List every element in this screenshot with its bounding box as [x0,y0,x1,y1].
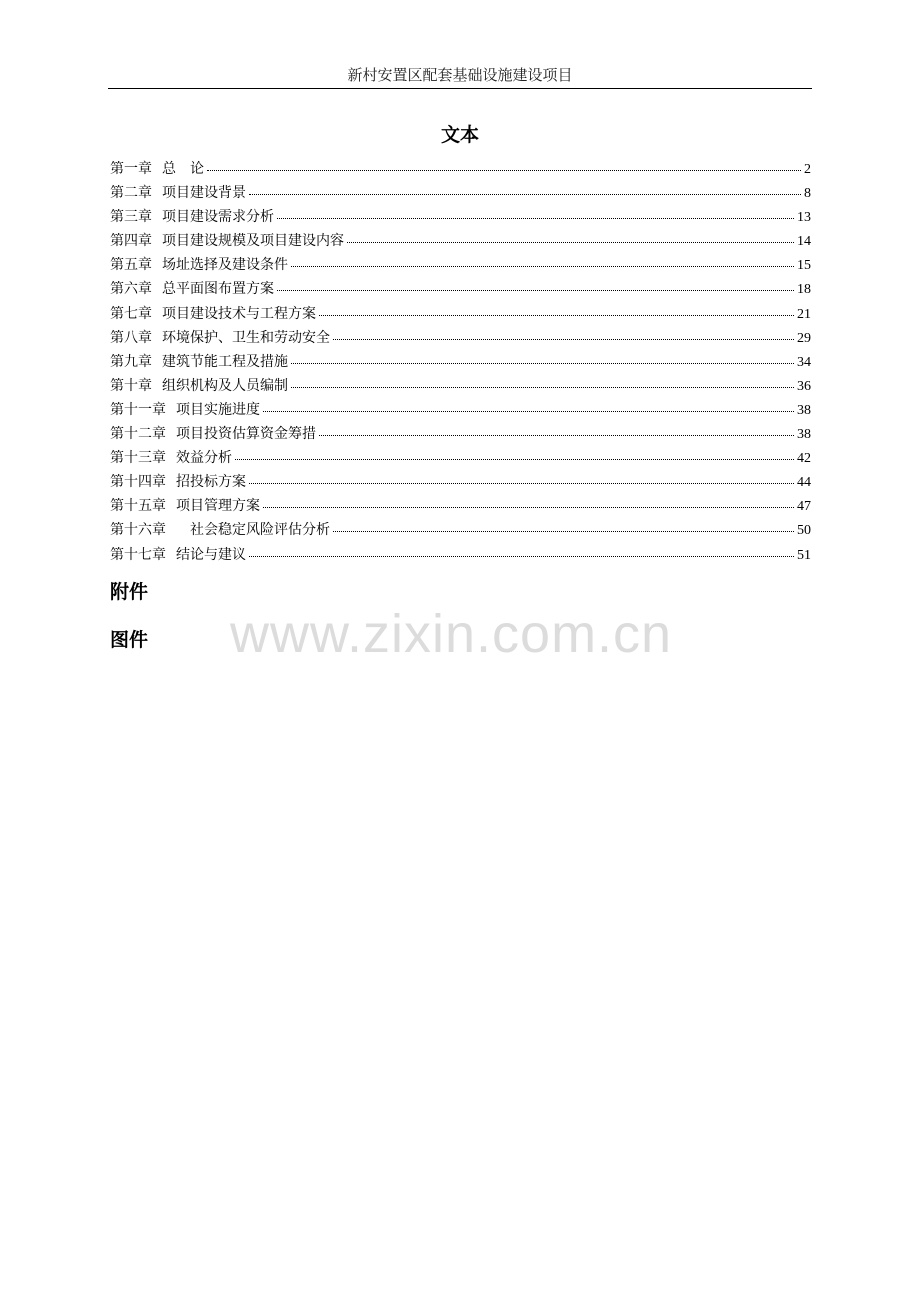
toc-chapter: 第十七章 [110,546,166,563]
toc-title: 项目建设需求分析 [162,209,274,226]
toc-title: 场址选择及建设条件 [162,257,288,274]
toc-leader-dots [277,290,794,291]
toc-leader-dots [249,194,801,195]
toc-leader-dots [249,483,794,484]
toc-title: 效益分析 [176,450,232,467]
toc-chapter: 第一章 [110,161,152,177]
toc-leader-dots [291,363,794,364]
toc-entry-8[interactable] [110,327,811,351]
toc-chapter: 第四章 [110,233,152,250]
toc-chapter: 第十二章 [110,426,166,443]
toc-leader-dots [263,411,794,412]
toc-title: 组织机构及人员编制 [162,377,288,394]
toc-chapter: 第十四章 [110,474,166,491]
toc-entry-11[interactable] [110,399,811,423]
toc-page-number: 18 [797,282,811,298]
toc-entry-1[interactable] [110,158,811,182]
toc-title: 建筑节能工程及措施 [162,353,288,370]
toc-entry-2[interactable] [110,182,811,206]
toc-chapter: 第八章 [110,329,152,346]
toc-page-number: 36 [797,378,811,394]
toc-title: 项目建设规模及项目建设内容 [162,233,344,250]
toc-entry-10[interactable] [110,375,811,399]
toc-leader-dots [277,218,794,219]
toc-leader-dots [319,435,794,436]
toc-entry-5[interactable] [110,254,811,278]
toc-chapter: 第六章 [110,281,152,298]
toc-leader-dots [291,387,794,388]
toc-leader-dots [333,339,794,340]
toc-entry-7[interactable] [110,303,811,327]
toc-title: 总 论 [162,161,204,177]
appendix-figures-heading: 图件 [110,629,149,651]
toc-leader-dots [263,507,794,508]
toc-page-number: 42 [797,451,811,467]
toc-title: 环境保护、卫生和劳动安全 [162,329,330,346]
toc-leader-dots [235,459,794,460]
toc-title: 项目建设技术与工程方案 [162,305,316,322]
toc-leader-dots [347,242,794,243]
toc-chapter: 第十五章 [110,498,166,515]
toc-entry-15[interactable] [110,495,811,519]
toc-entry-14[interactable] [110,471,811,495]
toc-entry-13[interactable] [110,447,811,471]
toc-leader-dots [291,266,794,267]
toc-page-number: 51 [797,547,811,563]
running-header: 新村安置区配套基础设施建设项目 [347,66,573,84]
toc-page-number: 21 [797,306,811,322]
toc-title: 项目投资估算资金筹措 [176,426,316,443]
section-title: 文本 [440,124,479,146]
toc-leader-dots [319,315,794,316]
toc-chapter: 第三章 [110,209,152,226]
toc-leader-dots [207,170,801,171]
toc-chapter: 第十一章 [110,401,166,418]
toc-title: 社会稳定风险评估分析 [176,522,330,539]
toc-leader-dots [249,556,794,557]
toc-chapter: 第十六章 [110,522,166,539]
toc-title: 结论与建议 [176,546,246,563]
toc-chapter: 第二章 [110,185,152,202]
toc-entry-6[interactable] [110,278,811,302]
toc-page-number: 38 [797,402,811,418]
toc-chapter: 第七章 [110,305,152,322]
toc-title: 总平面图布置方案 [162,281,274,298]
toc-entry-16[interactable] [110,519,811,543]
toc-page-number: 44 [797,475,811,491]
toc-entry-9[interactable] [110,351,811,375]
header-rule [108,88,812,89]
watermark: www.zixin.com.cn [230,604,673,664]
toc-entry-3[interactable] [110,206,811,230]
appendix-attachments-heading: 附件 [110,581,149,603]
toc-entry-4[interactable] [110,230,811,254]
toc-entry-17[interactable] [110,544,811,568]
toc-chapter: 第五章 [110,257,152,274]
toc-chapter: 第十三章 [110,450,166,467]
toc-page-number: 50 [797,523,811,539]
table-of-contents [110,158,811,568]
toc-entry-12[interactable] [110,423,811,447]
toc-page-number: 13 [797,210,811,226]
toc-chapter: 第九章 [110,353,152,370]
toc-page-number: 2 [804,162,811,177]
toc-chapter: 第十章 [110,377,152,394]
toc-page-number: 34 [797,354,811,370]
toc-page-number: 47 [797,499,811,515]
toc-page-number: 14 [797,234,811,250]
toc-page-number: 15 [797,258,811,274]
toc-title: 项目管理方案 [176,498,260,515]
toc-leader-dots [333,531,794,532]
toc-title: 项目建设背景 [162,185,246,202]
toc-page-number: 38 [797,427,811,443]
toc-title: 项目实施进度 [176,401,260,418]
toc-page-number: 29 [797,330,811,346]
toc-page-number: 8 [804,186,811,202]
toc-title: 招投标方案 [176,474,246,491]
